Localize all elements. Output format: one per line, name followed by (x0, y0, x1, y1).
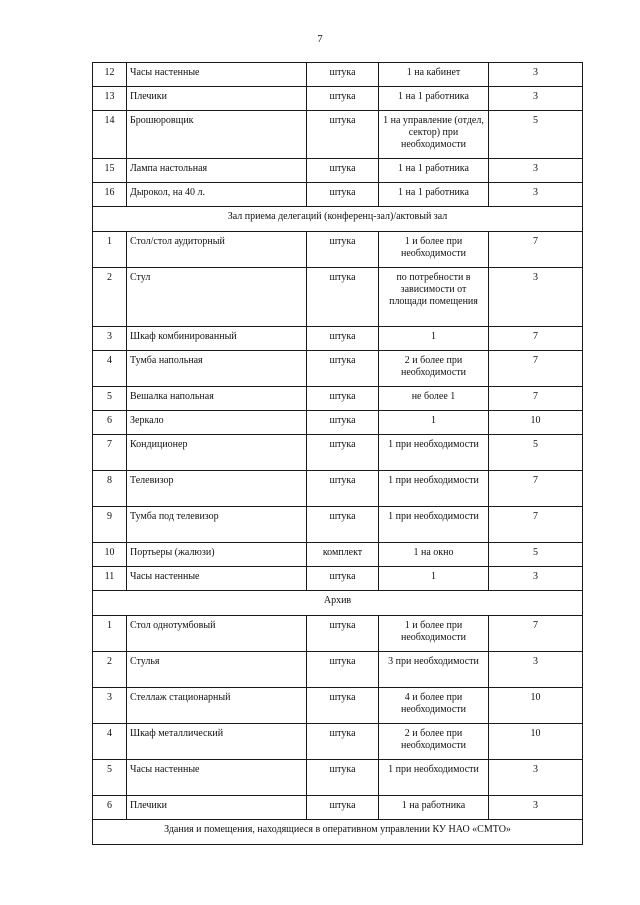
table-row (93, 327, 583, 351)
service-life: 7 (489, 616, 583, 652)
table-row (93, 159, 583, 183)
unit-of-measure: штука (307, 268, 379, 327)
item-name: Дырокол, на 40 л. (127, 183, 307, 207)
table-row (93, 87, 583, 111)
table-row (93, 507, 583, 543)
item-name: Портьеры (жалюзи) (127, 543, 307, 567)
row-number: 10 (93, 543, 127, 567)
quantity-norm: по потребности в зависимости от площади помещения (379, 268, 489, 327)
quantity-norm: 1 и более при необходимости (379, 616, 489, 652)
unit-of-measure: штука (307, 435, 379, 471)
quantity-norm: 1 на 1 работника (379, 87, 489, 111)
service-life: 3 (489, 652, 583, 688)
quantity-norm: 1 на управление (отдел, сектор) при необходимости (379, 111, 489, 159)
service-life: 7 (489, 471, 583, 507)
section-header-row (93, 820, 583, 845)
quantity-norm: 1 на работника (379, 796, 489, 820)
quantity-norm: 1 (379, 327, 489, 351)
item-name: Шкаф металлический (127, 724, 307, 760)
item-name: Зеркало (127, 411, 307, 435)
unit-of-measure: штука (307, 232, 379, 268)
section-title: Зал приема делегаций (конференц-зал)/актовый зал (93, 207, 583, 232)
row-number: 7 (93, 435, 127, 471)
quantity-norm: 1 на кабинет (379, 63, 489, 87)
table-row (93, 63, 583, 87)
table-row (93, 268, 583, 327)
quantity-norm: 3 при необходимости (379, 652, 489, 688)
service-life: 7 (489, 351, 583, 387)
table-row (93, 387, 583, 411)
quantity-norm: 4 и более при необходимости (379, 688, 489, 724)
service-life: 7 (489, 387, 583, 411)
unit-of-measure: штука (307, 159, 379, 183)
unit-of-measure: штука (307, 111, 379, 159)
service-life: 3 (489, 159, 583, 183)
unit-of-measure: штука (307, 724, 379, 760)
quantity-norm: 1 (379, 411, 489, 435)
section-header-row (93, 207, 583, 232)
quantity-norm: 2 и более при необходимости (379, 724, 489, 760)
table-row (93, 471, 583, 507)
item-name: Плечики (127, 87, 307, 111)
unit-of-measure: штука (307, 688, 379, 724)
row-number: 1 (93, 616, 127, 652)
row-number: 5 (93, 760, 127, 796)
section-title: Архив (93, 591, 583, 616)
item-name: Часы настенные (127, 567, 307, 591)
item-name: Стулья (127, 652, 307, 688)
service-life: 7 (489, 327, 583, 351)
row-number: 13 (93, 87, 127, 111)
item-name: Стул (127, 268, 307, 327)
quantity-norm: 1 и более при необходимости (379, 232, 489, 268)
unit-of-measure: штука (307, 387, 379, 411)
service-life: 3 (489, 87, 583, 111)
table-row (93, 796, 583, 820)
page-number: 7 (317, 33, 323, 45)
quantity-norm: 1 при необходимости (379, 435, 489, 471)
unit-of-measure: штука (307, 183, 379, 207)
row-number: 15 (93, 159, 127, 183)
item-name: Лампа настольная (127, 159, 307, 183)
item-name: Шкаф комбинированный (127, 327, 307, 351)
row-number: 5 (93, 387, 127, 411)
unit-of-measure: штука (307, 471, 379, 507)
row-number: 6 (93, 796, 127, 820)
service-life: 5 (489, 111, 583, 159)
service-life: 10 (489, 724, 583, 760)
quantity-norm: 1 при необходимости (379, 507, 489, 543)
table-row (93, 111, 583, 159)
item-name: Стол/стол аудиторный (127, 232, 307, 268)
table-row (93, 183, 583, 207)
item-name: Тумба напольная (127, 351, 307, 387)
service-life: 5 (489, 543, 583, 567)
item-name: Кондиционер (127, 435, 307, 471)
row-number: 12 (93, 63, 127, 87)
unit-of-measure: штука (307, 760, 379, 796)
furniture-norms-table (92, 62, 583, 845)
row-number: 8 (93, 471, 127, 507)
service-life: 10 (489, 411, 583, 435)
section-title: Здания и помещения, находящиеся в оперативном управлении КУ НАО «СМТО» (93, 820, 583, 845)
unit-of-measure: комплект (307, 543, 379, 567)
service-life: 3 (489, 268, 583, 327)
service-life: 3 (489, 63, 583, 87)
row-number: 9 (93, 507, 127, 543)
unit-of-measure: штука (307, 411, 379, 435)
table-body (93, 63, 583, 845)
service-life: 3 (489, 567, 583, 591)
unit-of-measure: штука (307, 796, 379, 820)
quantity-norm: 1 на окно (379, 543, 489, 567)
row-number: 1 (93, 232, 127, 268)
table-row (93, 351, 583, 387)
service-life: 3 (489, 796, 583, 820)
section-header-row (93, 591, 583, 616)
item-name: Вешалка напольная (127, 387, 307, 411)
service-life: 3 (489, 183, 583, 207)
row-number: 6 (93, 411, 127, 435)
table-row (93, 760, 583, 796)
item-name: Тумба под телевизор (127, 507, 307, 543)
table-row (93, 411, 583, 435)
service-life: 10 (489, 688, 583, 724)
row-number: 3 (93, 688, 127, 724)
unit-of-measure: штука (307, 63, 379, 87)
unit-of-measure: штука (307, 652, 379, 688)
item-name: Стол однотумбовый (127, 616, 307, 652)
item-name: Брошюровщик (127, 111, 307, 159)
table-row (93, 232, 583, 268)
item-name: Плечики (127, 796, 307, 820)
item-name: Телевизор (127, 471, 307, 507)
unit-of-measure: штука (307, 327, 379, 351)
row-number: 16 (93, 183, 127, 207)
row-number: 14 (93, 111, 127, 159)
quantity-norm: 1 (379, 567, 489, 591)
unit-of-measure: штука (307, 567, 379, 591)
table-row (93, 435, 583, 471)
table-row (93, 652, 583, 688)
quantity-norm: 1 на 1 работника (379, 159, 489, 183)
item-name: Стеллаж стационарный (127, 688, 307, 724)
quantity-norm: 1 при необходимости (379, 760, 489, 796)
table-row (93, 543, 583, 567)
row-number: 4 (93, 351, 127, 387)
table-row (93, 567, 583, 591)
quantity-norm: не более 1 (379, 387, 489, 411)
unit-of-measure: штука (307, 87, 379, 111)
row-number: 11 (93, 567, 127, 591)
service-life: 7 (489, 507, 583, 543)
service-life: 3 (489, 760, 583, 796)
service-life: 5 (489, 435, 583, 471)
row-number: 3 (93, 327, 127, 351)
table-row (93, 688, 583, 724)
service-life: 7 (489, 232, 583, 268)
row-number: 2 (93, 268, 127, 327)
unit-of-measure: штука (307, 351, 379, 387)
unit-of-measure: штука (307, 616, 379, 652)
table-row (93, 616, 583, 652)
unit-of-measure: штука (307, 507, 379, 543)
item-name: Часы настенные (127, 760, 307, 796)
table-row (93, 724, 583, 760)
row-number: 2 (93, 652, 127, 688)
row-number: 4 (93, 724, 127, 760)
quantity-norm: 1 на 1 работника (379, 183, 489, 207)
quantity-norm: 1 при необходимости (379, 471, 489, 507)
item-name: Часы настенные (127, 63, 307, 87)
quantity-norm: 2 и более при необходимости (379, 351, 489, 387)
